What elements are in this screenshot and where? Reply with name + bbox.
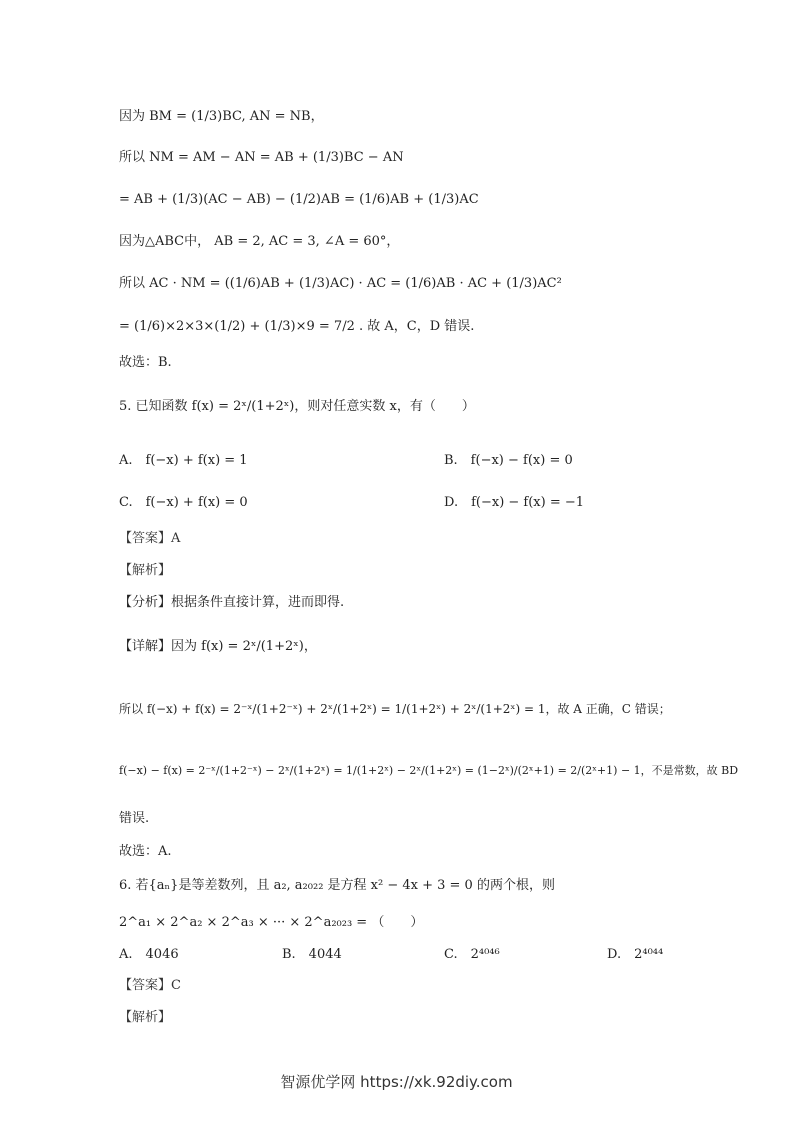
proof-line-2: 所以 NM = AM − AN = AB + (1/3)BC − AN (119, 150, 404, 165)
q5-stem: 5. 已知函数 f(x) = 2ˣ/(1+2ˣ)，则对任意实数 x，有（ ） (119, 399, 475, 414)
q5-choose: 故选：A. (119, 844, 172, 859)
q5-step1: 所以 f(−x) + f(x) = 2⁻ˣ/(1+2⁻ˣ) + 2ˣ/(1+2ˣ) = 1/(1+2ˣ) + 2ˣ/(1+2ˣ) = 1，故 A 正确，C 错误； (119, 702, 671, 716)
q6-expression: 2^a₁ × 2^a₂ × 2^a₃ × ··· × 2^a₂₀₂₃ = （ ） (119, 915, 424, 930)
proof-line-4: 因为△ABC中， AB = 2, AC = 3, ∠A = 60°， (119, 234, 400, 249)
q6-analysis-label: 【解析】 (119, 1010, 172, 1025)
footer-site-link[interactable]: 智源优学网 https://xk.92diy.com (280, 1073, 513, 1091)
q5-option-a: A. f(−x) + f(x) = 1 (119, 453, 248, 468)
q6-option-b: B. 4044 (282, 947, 342, 962)
q5-answer: 【答案】A (119, 531, 181, 546)
q5-fenxi: 【分析】根据条件直接计算，进而即得. (119, 595, 345, 610)
q6-answer: 【答案】C (119, 978, 181, 993)
q6-option-d: D. 2⁴⁰⁴⁴ (607, 947, 664, 962)
q5-step2: f(−x) − f(x) = 2⁻ˣ/(1+2⁻ˣ) − 2ˣ/(1+2ˣ) = 1/(1+2ˣ) − 2ˣ/(1+2ˣ) = (1−2ˣ)/(2ˣ+1) = 2/(2ˣ+1) − 1，不是常数，故 BD (119, 764, 739, 777)
q5-step2b: 错误. (119, 811, 150, 826)
q5-option-d: D. f(−x) − f(x) = −1 (444, 495, 585, 510)
q5-analysis-label: 【解析】 (119, 563, 172, 578)
proof-line-3: = AB + (1/3)(AC − AB) − (1/2)AB = (1/6)AB + (1/3)AC (119, 192, 479, 207)
q6-option-c: C. 2⁴⁰⁴⁶ (444, 947, 500, 962)
q5-option-b: B. f(−x) − f(x) = 0 (444, 453, 573, 468)
q6-option-a: A. 4046 (119, 947, 179, 962)
proof-line-5: 所以 AC · NM = ((1/6)AB + (1/3)AC) · AC = (1/6)AB · AC + (1/3)AC² (119, 276, 562, 291)
q5-xiangjie: 【详解】因为 f(x) = 2ˣ/(1+2ˣ)， (119, 639, 317, 654)
q6-stem: 6. 若{aₙ}是等差数列，且 a₂, a₂₀₂₂ 是方程 x² − 4x + 3 = 0 的两个根，则 (119, 878, 555, 893)
proof-line-6: = (1/6)×2×3×(1/2) + (1/3)×9 = 7/2 . 故 A，C，D 错误. (119, 319, 475, 334)
proof-line-7: 故选：B. (119, 355, 172, 370)
proof-line-1: 因为 BM = (1/3)BC, AN = NB， (119, 109, 324, 124)
q5-option-c: C. f(−x) + f(x) = 0 (119, 495, 248, 510)
